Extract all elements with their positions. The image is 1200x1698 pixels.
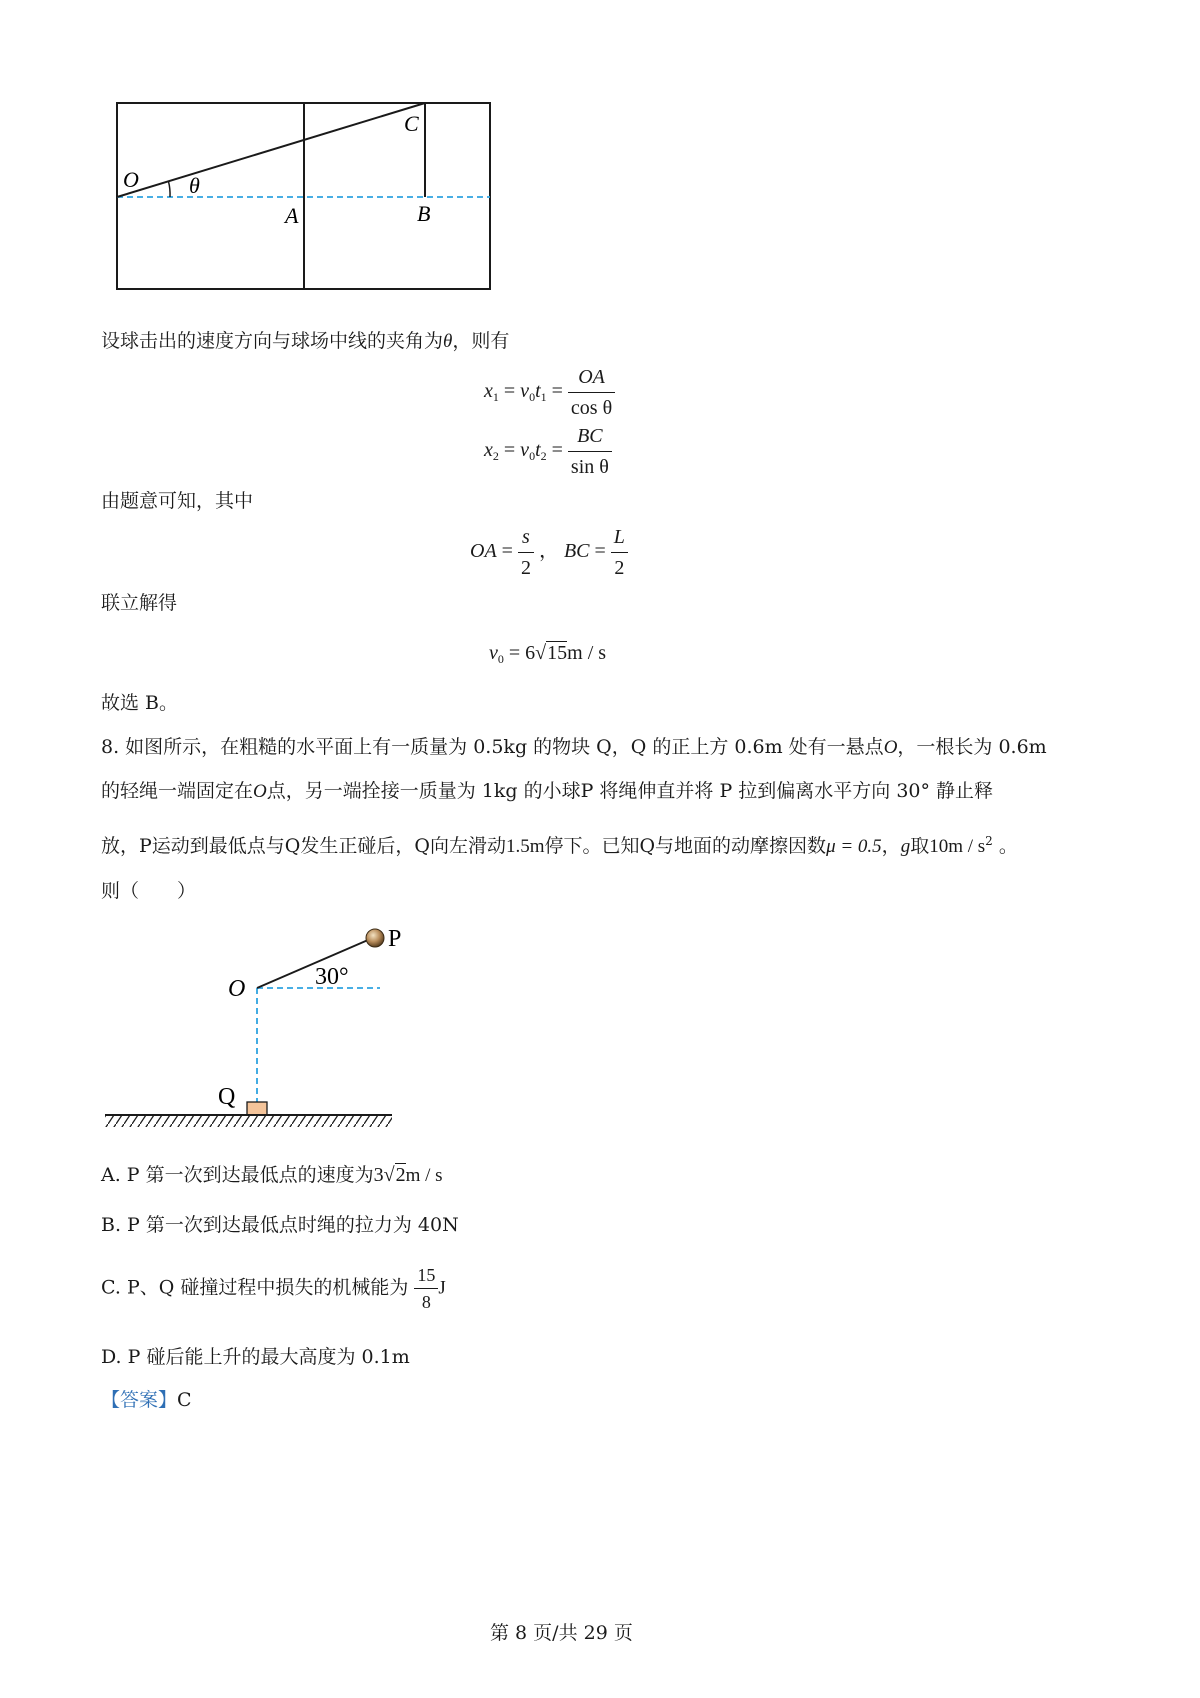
solution-line-3: 联立解得 xyxy=(101,592,178,614)
ball-p xyxy=(366,929,384,947)
label-o2: O xyxy=(228,976,246,1002)
answer-line xyxy=(101,1387,192,1413)
question8-line-3: 放，P运动到最低点与Q发生正碰后，Q向左滑动1.5m停下。已知Q与地面的动摩擦因数μ = 0.5，g取$10m / s^2$ 。 xyxy=(101,834,1018,857)
pendulum-diagram xyxy=(100,920,400,1135)
option-d: D. P 碰后能上升的最大高度为 0.1m xyxy=(101,1346,410,1368)
ground-hatch xyxy=(105,1116,392,1127)
solution-line-2: 由题意可知，其中 xyxy=(101,490,254,512)
equation-x1: $x_1 = v_0t_1$ = $\frac{OA}{\text{cos θ}}$ xyxy=(484,364,615,421)
option-c: C. P、Q 碰撞过程中损失的机械能为 $\frac{15}{8}$ J xyxy=(101,1265,446,1312)
label-b: B xyxy=(417,201,431,226)
label-p: P xyxy=(388,926,402,952)
label-theta: θ xyxy=(189,173,200,198)
theta-arc xyxy=(169,182,171,198)
equation-x2: $x_2 = v_0t_2$ = $\frac{BC}{\text{sin θ}}$ xyxy=(484,423,612,480)
court-diagram xyxy=(115,95,510,300)
rope-line xyxy=(257,940,368,988)
label-q: Q xyxy=(218,1084,236,1110)
option-a: A. P 第一次到达最低点的速度为3√2m / s xyxy=(101,1164,443,1186)
block-q xyxy=(247,1102,267,1115)
question8-line-4: 则（ ） xyxy=(101,880,197,902)
solution-line-1: 设球击出的速度方向与球场中线的夹角为θ，则有 xyxy=(101,330,510,352)
label-o: O xyxy=(123,167,139,192)
page-footer: 第 8 页/共 29 页 xyxy=(490,1622,633,1644)
trajectory-line xyxy=(117,103,425,197)
solution-line-4: 故选 B。 xyxy=(101,692,179,714)
answer-value: C xyxy=(177,1389,192,1411)
equation-v0: $v_0 = 6√15m / s$ xyxy=(489,642,607,666)
label-c: C xyxy=(404,111,419,136)
answer-tag: 【答案】 xyxy=(101,1389,178,1411)
equation-oa-bc: OA = $\frac{s}{2}$ ， BC = $\frac{L}{2}$ xyxy=(470,524,628,581)
label-a: A xyxy=(285,203,299,228)
question8-line-1: 8. 如图所示，在粗糙的水平面上有一质量为 0.5kg 的物块 Q，Q 的正上方 0.6m 处有一悬点O，一根长为 0.6m xyxy=(101,736,1047,758)
question8-line-2: 的轻绳一端固定在O点，另一端拴接一质量为 1kg 的小球P 将绳伸直并将 P 拉到偏离水平方向 30° 静止释 xyxy=(101,780,994,802)
label-angle: 30° xyxy=(315,964,349,990)
option-b: B. P 第一次到达最低点时绳的拉力为 40N xyxy=(101,1214,459,1236)
